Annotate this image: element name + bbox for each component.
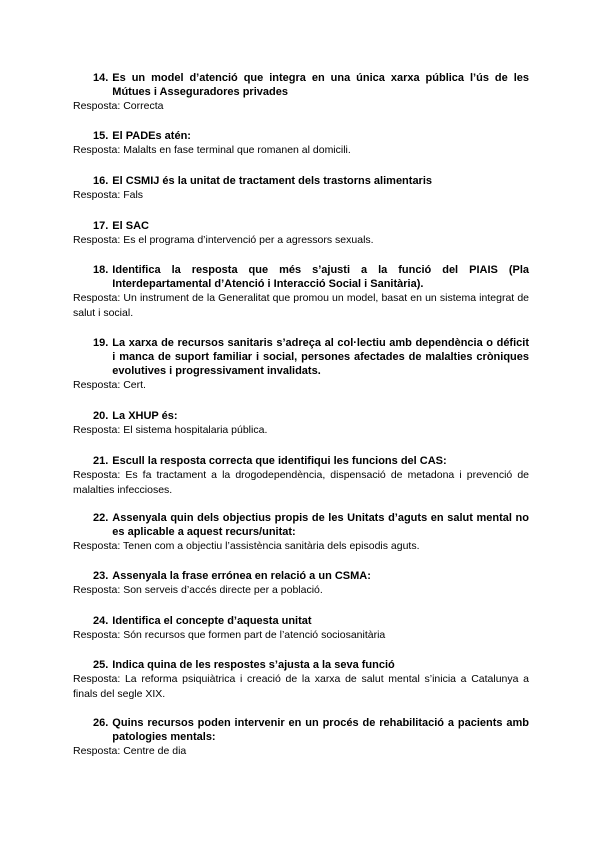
question-number: 24. [93,615,109,627]
answer-text: Cert. [123,379,146,391]
question-number: 19. [93,337,109,349]
question-number: 20. [93,410,109,422]
question-item [0,409,600,438]
question-item [0,71,600,114]
question-number: 14. [93,72,109,84]
question-body: Escull la resposta correcta que identifiqui les funcions del CAS: [112,455,447,467]
answer-label: Resposta: [73,189,121,201]
question-text [93,219,529,233]
question-number: 25. [93,659,109,671]
question-number: 18. [93,264,109,276]
answer-line [73,291,529,321]
question-item [0,658,600,702]
answer-label: Resposta: [73,629,121,641]
answer-label: Resposta: [73,234,121,246]
answer-text: Malalts en fase terminal que romanen al domicili. [123,144,351,156]
answer-text: Tenen com a objectiu l’assistència sanitària dels episodis aguts. [123,540,420,552]
answer-line [73,423,529,438]
answer-label: Resposta: [73,584,121,596]
question-body: El SAC [112,220,149,232]
answer-label: Resposta: [73,379,121,391]
question-number: 21. [93,455,109,467]
question-number: 23. [93,570,109,582]
question-body: La xarxa de recursos sanitaris s’adreça al col·lectiu amb dependència o déficit i manca de suport familiar i social, persones afectades de malalties cròniques evolutives i progressivament invalidats. [112,337,529,377]
question-number: 22. [93,512,109,524]
answer-label: Resposta: [73,540,121,552]
answer-text: Es el programa d’intervenció per a agressors sexuals. [123,234,374,246]
question-text [93,71,529,99]
question-item [0,569,600,598]
question-body: Indica quina de les respostes s’ajusta a la seva funció [112,659,395,671]
answer-text: Fals [123,189,144,201]
question-number: 16. [93,175,109,187]
answer-line [73,583,529,598]
answer-label: Resposta: [73,424,121,436]
question-text [93,658,529,672]
answer-text: Un instrument de la Generalitat que promou un model, basat en un sistema integrat de salut i social. [73,292,529,319]
question-item [0,614,600,643]
answer-label: Resposta: [73,100,121,112]
question-number: 26. [93,717,109,729]
answer-label: Resposta: [73,745,121,757]
answer-text: Son serveis d’accés directe per a població. [123,584,323,596]
question-item [0,716,600,759]
answer-text: Es fa tractament a la drogodependència, dispensació de metadona i prevenció de malalties infeccioses. [73,469,530,496]
answer-label: Resposta: [73,292,121,304]
question-item [0,174,600,203]
answer-text: El sistema hospitalaria pública. [123,424,268,436]
question-text [93,263,529,291]
answer-text: Són recursos que formen part de l’atenció sociosanitària [123,629,386,641]
answer-label: Resposta: [73,144,121,156]
question-text [93,409,529,423]
question-body: Assenyala la frase errónea en relació a un CSMA: [112,570,371,582]
question-body: Quins recursos poden intervenir en un procés de rehabilitació a pacients amb patologies mentals: [112,717,529,743]
question-body: El PADEs atén: [112,130,191,142]
question-item [0,129,600,158]
answer-text: La reforma psiquiàtrica i creació de la xarxa de salut mental s’inicia a Catalunya a finals del segle XIX. [73,673,530,700]
question-item [0,219,600,248]
question-text [93,569,529,583]
question-body: La XHUP és: [112,410,178,422]
answer-line [73,672,529,702]
answer-line [73,468,529,498]
answer-line [73,188,529,203]
question-body: El CSMIJ és la unitat de tractament dels trastorns alimentaris [112,175,433,187]
question-body: Identifica la resposta que més s’ajusti a la funció del PIAIS (Pla Interdepartamental d’Atenció i Interacció Social i Sanitària). [112,264,529,290]
answer-line [73,99,529,114]
answer-text: Centre de dia [123,745,187,757]
question-text [93,716,529,744]
question-item [0,336,600,393]
answer-line [73,378,529,393]
question-text [93,614,529,628]
question-body: Assenyala quin dels objectius propis de les Unitats d’aguts en salut mental no es aplicable a aquest recurs/unitat: [112,512,529,538]
question-item [0,511,600,554]
answer-line [73,628,529,643]
question-number: 17. [93,220,109,232]
question-item [0,263,600,321]
question-item [0,454,600,498]
question-text [93,454,529,468]
question-body: Identifica el concepte d’aquesta unitat [112,615,312,627]
question-body: Es un model d’atenció que integra en una única xarxa pública l’ús de les Mútues i Asseguradores privades [112,72,529,98]
question-text [93,336,529,378]
answer-label: Resposta: [73,469,121,481]
question-text [93,511,529,539]
answer-text: Correcta [123,100,164,112]
answer-label: Resposta: [73,673,121,685]
answer-line [73,143,529,158]
answer-line [73,233,529,248]
question-number: 15. [93,130,109,142]
question-text [93,174,529,188]
answer-line [73,744,529,759]
answer-line [73,539,529,554]
question-text [93,129,529,143]
